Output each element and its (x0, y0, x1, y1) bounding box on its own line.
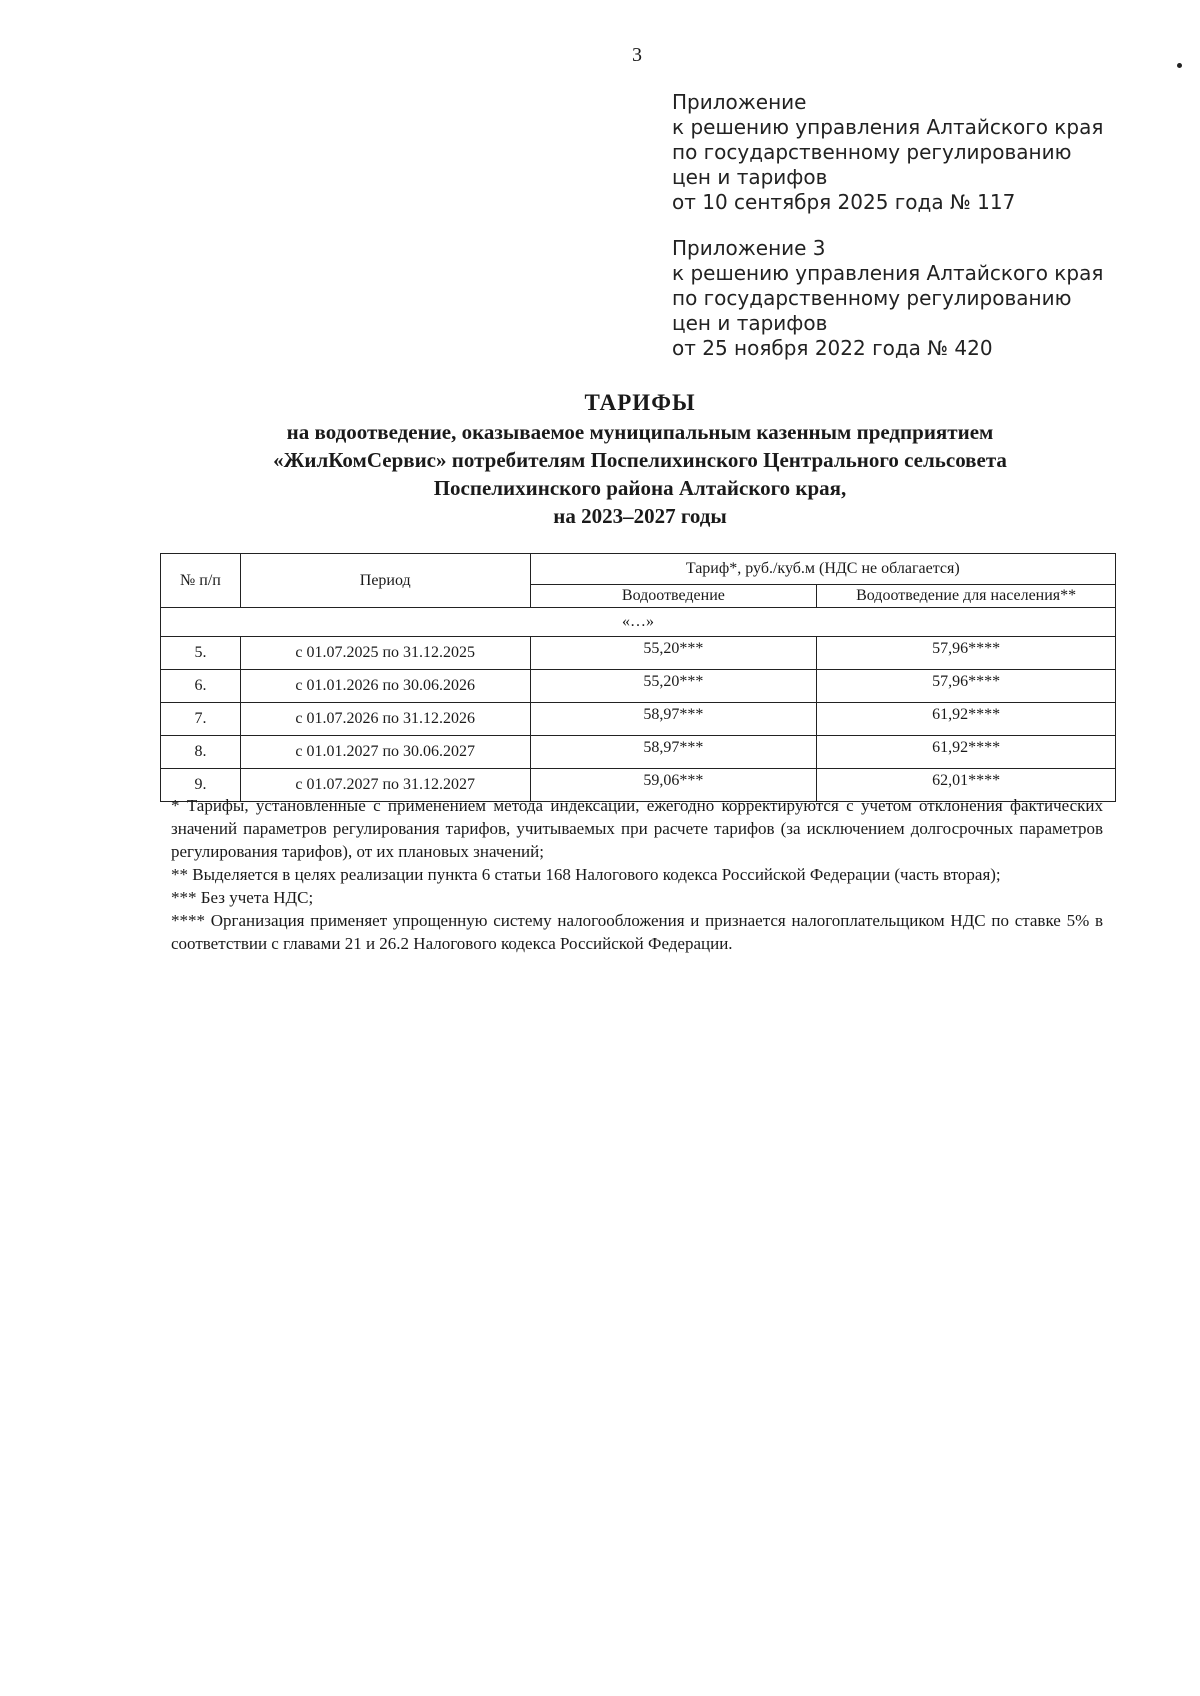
header-tariff-group: Тариф*, руб./куб.м (НДС не облагается) (530, 554, 1115, 585)
cell-period: с 01.07.2026 по 31.12.2026 (240, 703, 530, 736)
table-row (161, 736, 1116, 769)
cell-period: с 01.01.2026 по 30.06.2026 (240, 670, 530, 703)
cell-num: 8. (161, 736, 241, 769)
title-line: на водоотведение, оказываемое муниципальным казенным предприятием (286, 420, 994, 444)
cell-population: 57,96**** (817, 637, 1116, 670)
appendix-line: от 10 сентября 2025 года № 117 (672, 190, 1016, 214)
omitted-marker: «…» (161, 608, 1116, 637)
header-num: № п/п (161, 554, 241, 608)
appendix-line: Приложение (672, 90, 807, 114)
title-line: «ЖилКомСервис» потребителям Поспелихинского Центрального сельсовета (273, 448, 1007, 472)
footnote: ** Выделяется в целях реализации пункта 6 статьи 168 Налогового кодекса Российской Федерации (часть вторая); (171, 865, 1001, 884)
cell-num: 6. (161, 670, 241, 703)
appendix-original-block (672, 236, 1103, 361)
appendix-current-block (672, 90, 1103, 215)
appendix-line: к решению управления Алтайского края (672, 261, 1104, 285)
table-row (161, 670, 1116, 703)
page-number: 3 (632, 44, 642, 66)
document-title (160, 388, 1120, 530)
cell-drainage: 58,97*** (530, 736, 817, 769)
cell-period: с 01.07.2027 по 31.12.2027 (240, 769, 530, 802)
table-row (161, 637, 1116, 670)
cell-num: 9. (161, 769, 241, 802)
appendix-line: цен и тарифов (672, 165, 828, 189)
cell-num: 7. (161, 703, 241, 736)
cell-population: 61,92**** (817, 736, 1116, 769)
tariff-table (160, 553, 1116, 802)
appendix-line: к решению управления Алтайского края (672, 115, 1104, 139)
appendix-line: Приложение 3 (672, 236, 826, 260)
cell-population: 62,01**** (817, 769, 1116, 802)
footnote: **** Организация применяет упрощенную систему налогообложения и признается налогоплательщиком НДС по ставке 5% в соответствии с главами 21 и 26.2 Налогового кодекса Российской Федерации. (171, 911, 1103, 953)
title-main: ТАРИФЫ (584, 390, 696, 415)
cell-population: 57,96**** (817, 670, 1116, 703)
appendix-line: цен и тарифов (672, 311, 828, 335)
cell-drainage: 59,06*** (530, 769, 817, 802)
scan-speck (1177, 63, 1182, 68)
table-header-row (161, 554, 1116, 585)
footnote: *** Без учета НДС; (171, 888, 314, 907)
table-row (161, 703, 1116, 736)
cell-drainage: 58,97*** (530, 703, 817, 736)
cell-num: 5. (161, 637, 241, 670)
cell-population: 61,92**** (817, 703, 1116, 736)
appendix-line: по государственному регулированию (672, 286, 1072, 310)
cell-drainage: 55,20*** (530, 637, 817, 670)
footnotes (171, 794, 1103, 955)
cell-period: с 01.07.2025 по 31.12.2025 (240, 637, 530, 670)
footnote: * Тарифы, установленные с применением метода индексации, ежегодно корректируются с учетом отклонения фактических значений параметров регулирования тарифов, учитываемых при расчете тарифов (за исключением долгосрочных параметров регулирования тарифов), от их плановых значений; (171, 796, 1103, 861)
appendix-line: по государственному регулированию (672, 140, 1072, 164)
header-population: Водоотведение для населения** (817, 585, 1116, 608)
title-line: Поспелихинского района Алтайского края, (433, 476, 847, 500)
title-line: на 2023–2027 годы (553, 504, 727, 528)
header-drainage: Водоотведение (530, 585, 817, 608)
cell-drainage: 55,20*** (530, 670, 817, 703)
cell-period: с 01.01.2027 по 30.06.2027 (240, 736, 530, 769)
appendix-line: от 25 ноября 2022 года № 420 (672, 336, 993, 360)
header-period: Период (240, 554, 530, 608)
omitted-rows-marker (161, 608, 1116, 637)
